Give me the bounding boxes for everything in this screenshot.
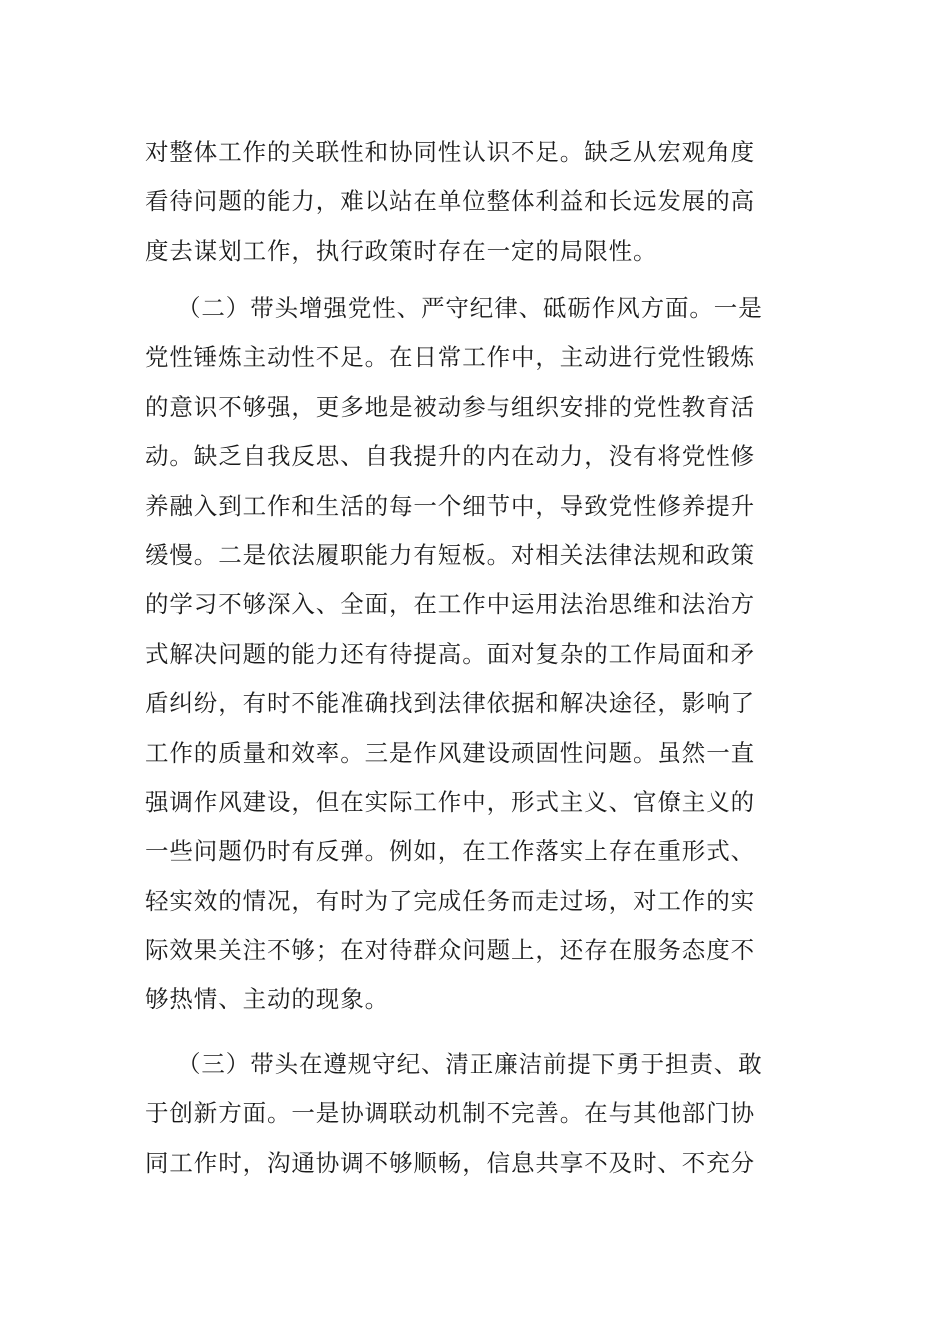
paragraph-line: 党性锤炼主动性不足。在日常工作中，主动进行党性锻炼 (145, 343, 755, 372)
paragraph-line: 够热情、主动的现象。 (145, 985, 389, 1014)
paragraph-line: 际效果关注不够；在对待群众问题上，还存在服务态度不 (145, 936, 755, 965)
paragraph-line: 对整体工作的关联性和协同性认识不足。缺乏从宏观角度 (145, 138, 755, 166)
paragraph-line: 盾纠纷，有时不能准确找到法律依据和解决途径，影响了 (145, 689, 755, 718)
paragraph-line: 缓慢。二是依法履职能力有短板。对相关法律法规和政策 (145, 540, 755, 569)
paragraph-2 (145, 284, 805, 1025)
paragraph-line: 的意识不够强，更多地是被动参与组织安排的党性教育活 (145, 392, 755, 421)
paragraph-line: （二）带头增强党性、严守纪律、砥砺作风方面。一是 (177, 294, 763, 322)
paragraph-line: 看待问题的能力，难以站在单位整体利益和长远发展的高 (145, 187, 755, 216)
paragraph-line: 工作的质量和效率。三是作风建设顽固性问题。虽然一直 (145, 738, 755, 767)
paragraph-line: 式解决问题的能力还有待提高。面对复杂的工作局面和矛 (145, 639, 755, 668)
paragraph-line: 养融入到工作和生活的每一个细节中，导致党性修养提升 (145, 491, 755, 520)
paragraph-line: 同工作时，沟通协调不够顺畅，信息共享不及时、不充分 (145, 1148, 755, 1177)
paragraph-line: （三）带头在遵规守纪、清正廉洁前提下勇于担责、敢 (177, 1050, 763, 1078)
paragraph-line: 轻实效的情况，有时为了完成任务而走过场，对工作的实 (145, 886, 755, 915)
paragraph-line: 一些问题仍时有反弹。例如，在工作落实上存在重形式、 (145, 837, 755, 866)
paragraph-line: 的学习不够深入、全面，在工作中运用法治思维和法治方 (145, 590, 755, 619)
paragraph-1 (145, 128, 805, 276)
paragraph-3 (145, 1040, 805, 1188)
paragraph-line: 于创新方面。一是协调联动机制不完善。在与其他部门协 (145, 1099, 755, 1128)
paragraph-line: 度去谋划工作，执行政策时存在一定的局限性。 (145, 236, 658, 265)
paragraph-line: 动。缺乏自我反思、自我提升的内在动力，没有将党性修 (145, 442, 755, 471)
paragraph-line: 强调作风建设，但在实际工作中，形式主义、官僚主义的 (145, 787, 755, 816)
